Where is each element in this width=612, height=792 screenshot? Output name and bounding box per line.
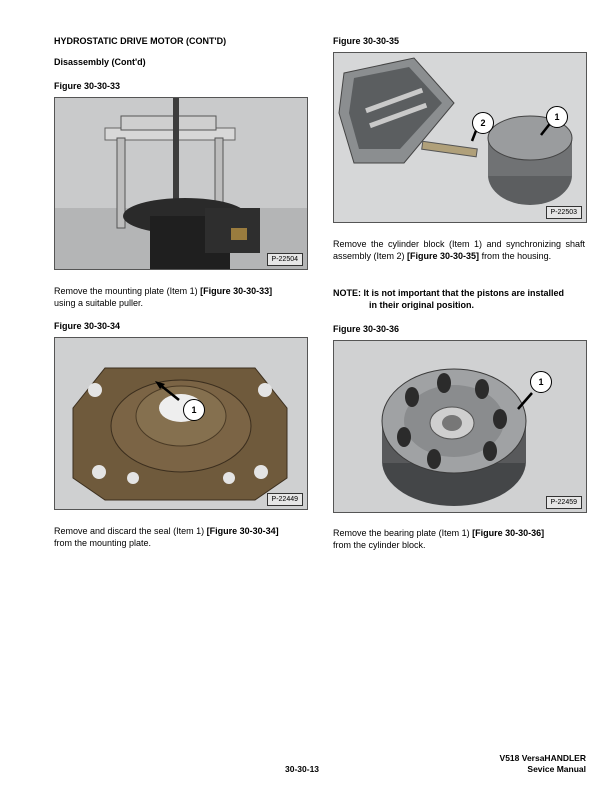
figure-30-30-35-photo <box>333 52 587 223</box>
paragraph-text: from the mounting plate. <box>54 538 152 548</box>
paragraph-text: Remove and discard the seal (Item 1) <box>54 526 207 536</box>
paragraph-remove-seal <box>54 525 306 549</box>
paragraph-remove-bearing-plate <box>333 527 585 551</box>
bearing-plate-image <box>334 341 586 512</box>
figure-code: P-22503 <box>546 206 582 219</box>
note-continuation: in their original position. <box>369 300 474 310</box>
figure-30-30-34-photo <box>54 337 308 510</box>
paragraph-text: from the cylinder block. <box>333 540 426 550</box>
figure-30-30-36-photo <box>333 340 587 513</box>
footer-product: V518 VersaHANDLER <box>499 753 586 763</box>
callout-item-1: 1 <box>530 371 552 393</box>
callout-item-1: 1 <box>183 399 205 421</box>
figure-reference: [Figure 30-30-34] <box>206 526 279 536</box>
note-label: NOTE: <box>333 288 361 298</box>
figure-30-30-33-photo <box>54 97 308 270</box>
callout-item-2: 2 <box>472 112 494 134</box>
figure-code: P-22449 <box>267 493 303 506</box>
figure-reference: [Figure 30-30-33] <box>200 286 273 296</box>
paragraph-text: Remove the cylinder block (Item 1) and synchronizing shaft assembly (Item 2) <box>333 239 585 261</box>
figure-30-30-34-caption: Figure 30-30-34 <box>54 321 121 331</box>
puller-on-motor-image <box>55 98 307 269</box>
paragraph-remove-cylinder-block <box>333 238 585 262</box>
figure-30-30-35-caption: Figure 30-30-35 <box>333 36 400 46</box>
figure-reference: [Figure 30-30-35] <box>407 251 480 261</box>
paragraph-text: using a suitable puller. <box>54 298 144 308</box>
figure-code: P-22504 <box>267 253 303 266</box>
footer-manual: Sevice Manual <box>527 764 586 774</box>
figure-reference: [Figure 30-30-36] <box>472 528 545 538</box>
figure-30-30-36-caption: Figure 30-30-36 <box>333 324 400 334</box>
paragraph-remove-mounting-plate <box>54 285 306 309</box>
figure-code: P-22459 <box>546 496 582 509</box>
subsection-title: Disassembly (Cont'd) <box>54 57 146 67</box>
paragraph-text: Remove the mounting plate (Item 1) <box>54 286 201 296</box>
figure-30-30-33-caption: Figure 30-30-33 <box>54 81 121 91</box>
note-text: It is not important that the pistons are installed <box>363 288 565 298</box>
mounting-plate-image <box>55 338 307 509</box>
page-number: 30-30-13 <box>285 764 320 774</box>
paragraph-text: Remove the bearing plate (Item 1) <box>333 528 473 538</box>
cylinder-block-and-shaft-image <box>334 53 586 222</box>
paragraph-text: from the housing. <box>479 251 552 261</box>
note <box>333 287 585 299</box>
section-title: HYDROSTATIC DRIVE MOTOR (CONT'D) <box>54 36 227 46</box>
callout-item-1: 1 <box>546 106 568 128</box>
